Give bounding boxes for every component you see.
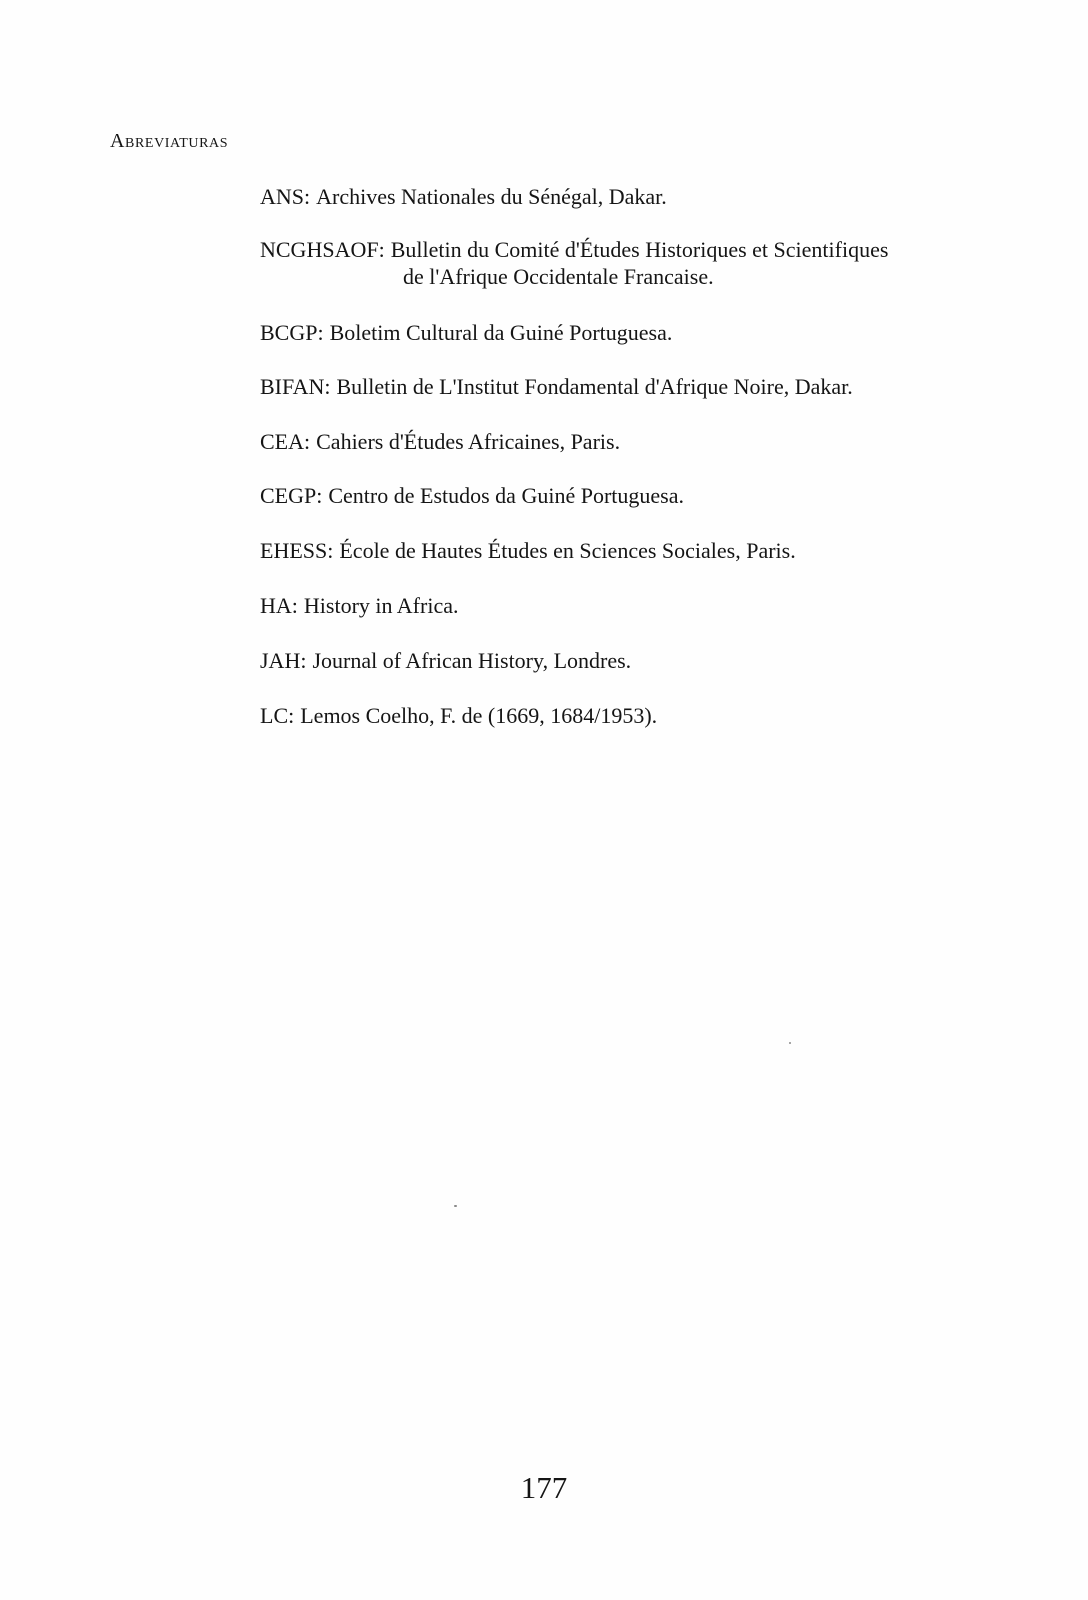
abbreviation-definition: Archives Nationales du Sénégal, Dakar. (316, 184, 667, 209)
abbreviation-definition: History in Africa. (303, 593, 459, 618)
abbreviation-term: ANS: (260, 184, 311, 209)
abbreviation-term: HA: (260, 593, 298, 618)
abbreviation-definition: Cahiers d'Études Africaines, Paris. (316, 429, 621, 454)
abbreviation-entry-jah (260, 647, 631, 674)
abbreviation-definition: Bulletin de L'Institut Fondamental d'Afrique Noire, Dakar. (336, 374, 853, 399)
abbreviation-entry-bcgp (260, 319, 672, 346)
abbreviation-term: CEA: (260, 429, 311, 454)
abbreviation-definition: École de Hautes Études en Sciences Sociales, Paris. (339, 538, 796, 563)
section-title: Abreviaturas (110, 130, 229, 152)
abbreviation-term: BIFAN: (260, 374, 331, 399)
abbreviation-definition: Boletim Cultural da Guiné Portuguesa. (329, 320, 673, 345)
abbreviation-definition: Journal of African History, Londres. (312, 648, 632, 673)
abbreviation-term: EHESS: (260, 538, 334, 563)
abbreviation-entry-bifan (260, 373, 853, 400)
abbreviation-term: JAH: (260, 648, 307, 673)
abbreviation-entry-lc (260, 702, 657, 729)
abbreviation-definition-continued: de l'Afrique Occidentale Francaise. (403, 264, 714, 289)
abbreviation-entry-ehess (260, 537, 796, 564)
abbreviation-entry-ha (260, 592, 458, 619)
abbreviation-definition: Lemos Coelho, F. de (1669, 1684/1953). (300, 703, 658, 728)
abbreviation-entry-cegp (260, 482, 684, 509)
abbreviation-entry-ncghsaof (260, 236, 888, 290)
abbreviation-entry-cea (260, 428, 620, 455)
abbreviation-term: BCGP: (260, 320, 324, 345)
page-number: 177 (520, 1470, 568, 1505)
abbreviation-definition: Centro de Estudos da Guiné Portuguesa. (328, 483, 684, 508)
abbreviation-entry-ans (260, 183, 667, 210)
scan-speck (789, 1042, 791, 1044)
scan-speck (454, 1205, 457, 1207)
abbreviation-term: NCGHSAOF: (260, 237, 385, 262)
abbreviation-term: CEGP: (260, 483, 323, 508)
abbreviation-definition: Bulletin du Comité d'Études Historiques et Scientifiques (390, 237, 889, 262)
abbreviation-term: LC: (260, 703, 295, 728)
